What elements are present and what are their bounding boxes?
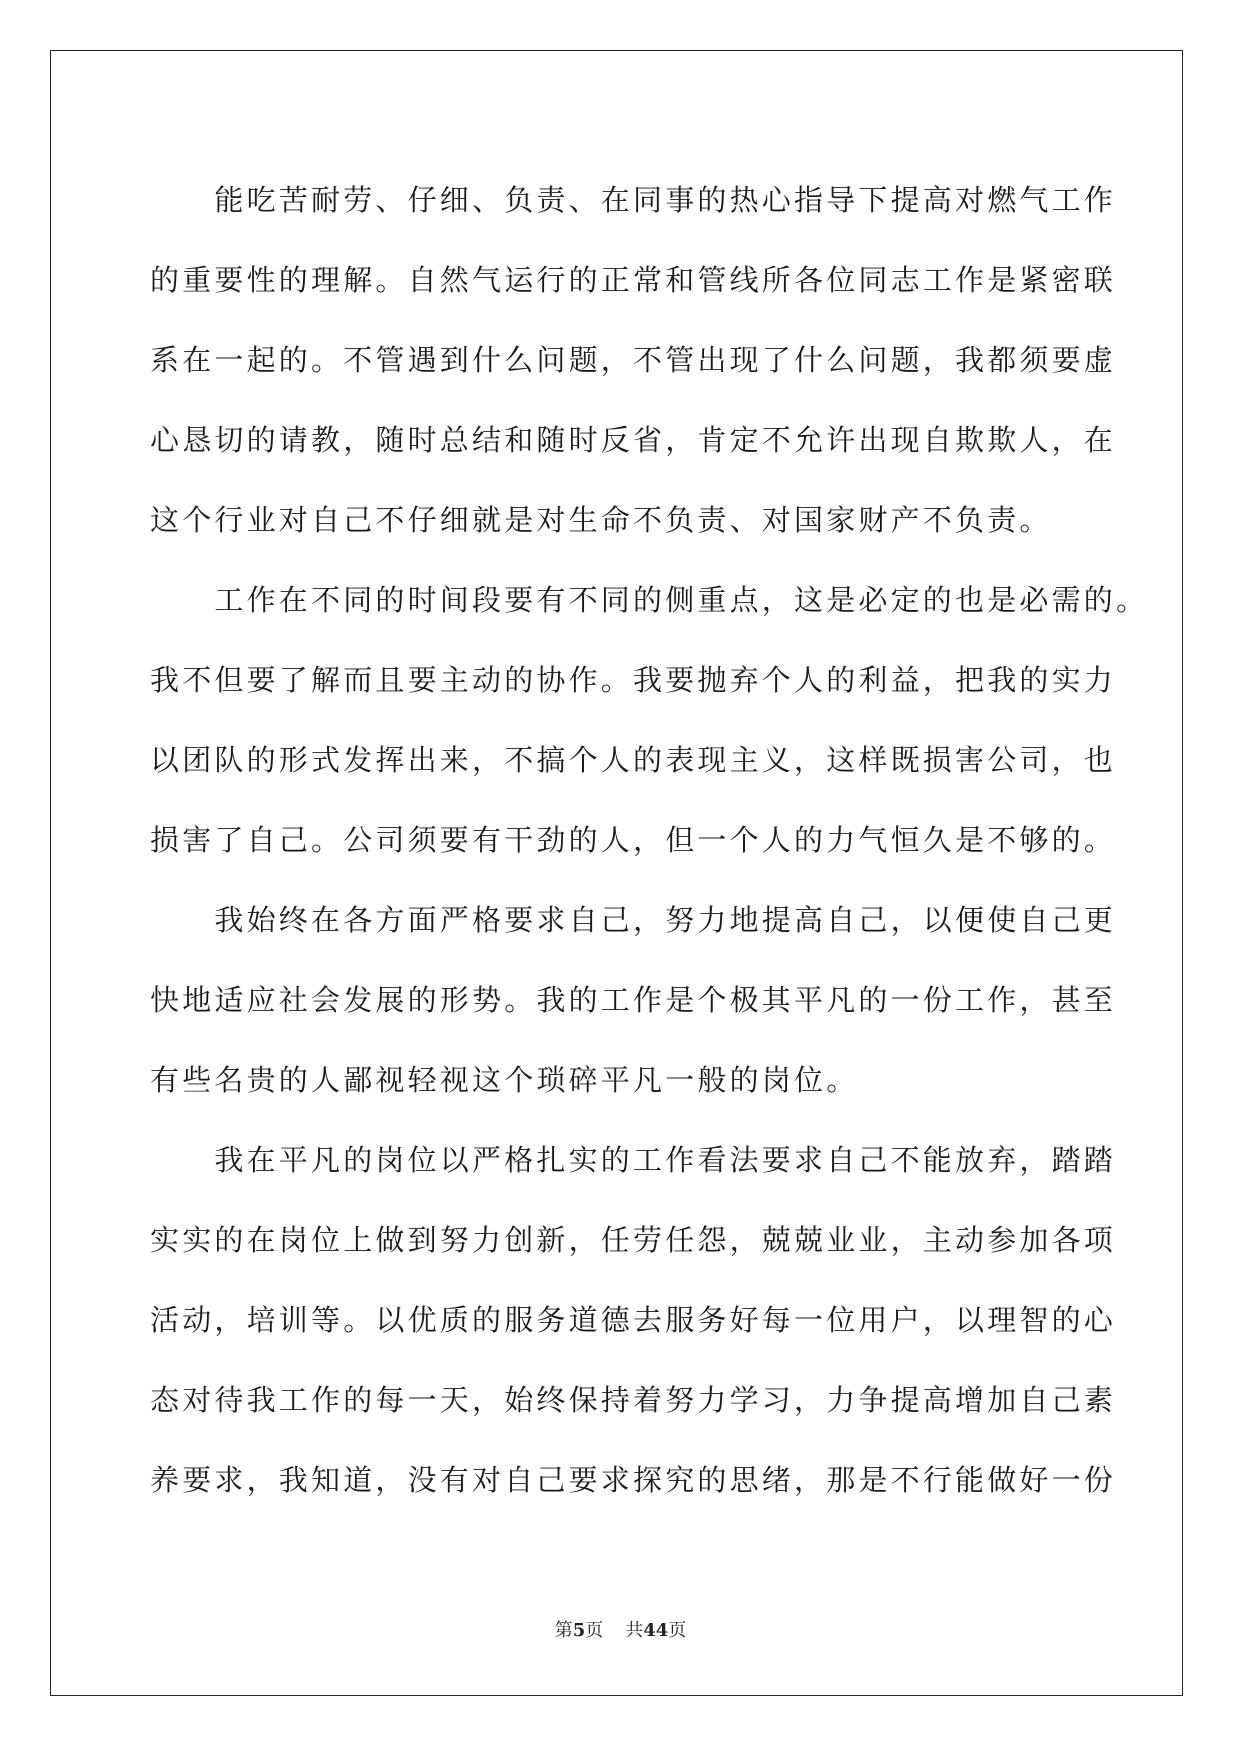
- text-line: 工作在不同的时间段要有不同的侧重点，这是必定的也是必需的。: [150, 583, 1149, 617]
- paragraph-2: [150, 560, 1149, 880]
- document-body: [150, 160, 1149, 1520]
- text-line: 心恳切的请教，随时总结和随时反省，肯定不允许出现自欺欺人，在: [150, 423, 1117, 457]
- paragraph-3: [150, 880, 1117, 1120]
- text-line: 态对待我工作的每一天，始终保持着努力学习，力争提高增加自己素: [150, 1383, 1117, 1417]
- page-suffix: 页: [585, 1620, 604, 1641]
- text-line: 我不但要了解而且要主动的协作。我要抛弃个人的利益，把我的实力: [150, 663, 1117, 697]
- page-prefix: 第: [554, 1620, 573, 1641]
- total-prefix: 共: [625, 1620, 644, 1641]
- text-line: 活动，培训等。以优质的服务道德去服务好每一位用户，以理智的心: [150, 1303, 1117, 1337]
- text-line: 实实的在岗位上做到努力创新，任劳任怨，兢兢业业，主动参加各项: [150, 1223, 1117, 1257]
- text-line: 有些名贵的人鄙视轻视这个琐碎平凡一般的岗位。: [150, 1063, 859, 1097]
- text-line: 系在一起的。不管遇到什么问题，不管出现了什么问题，我都须要虚: [150, 343, 1117, 377]
- text-line: 能吃苦耐劳、仔细、负责、在同事的热心指导下提高对燃气工作: [150, 183, 1117, 217]
- page-footer: [0, 1616, 1241, 1642]
- paragraph-4: [150, 1120, 1117, 1520]
- text-line: 的重要性的理解。自然气运行的正常和管线所各位同志工作是紧密联: [150, 263, 1117, 297]
- text-line: 我在平凡的岗位以严格扎实的工作看法要求自己不能放弃，踏踏: [150, 1143, 1117, 1177]
- text-line: 损害了自己。公司须要有干劲的人，但一个人的力气恒久是不够的。: [150, 823, 1117, 857]
- text-line: 我始终在各方面严格要求自己，努力地提高自己，以便使自己更: [150, 903, 1117, 937]
- paragraph-1: [150, 160, 1117, 560]
- text-line: 快地适应社会发展的形势。我的工作是个极其平凡的一份工作，甚至: [150, 983, 1117, 1017]
- page-number: 5: [572, 1620, 586, 1641]
- total-pages: 44: [643, 1620, 669, 1641]
- text-line: 这个行业对自己不仔细就是对生命不负责、对国家财产不负责。: [150, 503, 1052, 537]
- text-line: 以团队的形式发挥出来，不搞个人的表现主义，这样既损害公司，也: [150, 743, 1117, 777]
- total-suffix: 页: [668, 1620, 687, 1641]
- text-line: 养要求，我知道，没有对自己要求探究的思绪，那是不行能做好一份: [150, 1463, 1117, 1497]
